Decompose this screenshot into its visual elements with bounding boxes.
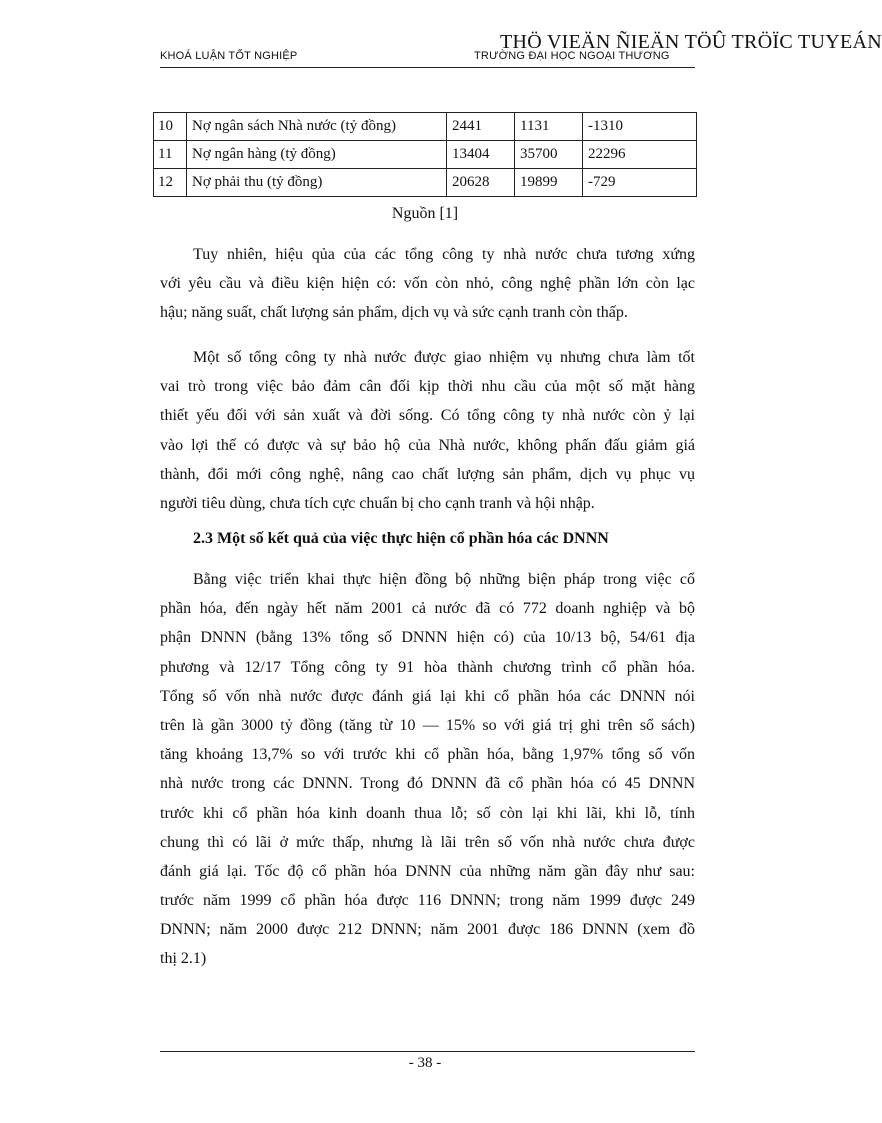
page-number: - 38 - xyxy=(408,1055,442,1071)
text-line: nhà nước trong các DNNN. Trong đó DNNN đã cổ phần hóa có 45 DNNN xyxy=(160,775,695,793)
table-cell: Nợ phải thu (tỷ đồng) xyxy=(187,169,447,197)
text-line: Tổng số vốn nhà nước được đánh giá lại khi cổ phần hóa các DNNN nói xyxy=(160,687,695,705)
paragraph-3 xyxy=(160,565,695,974)
table-cell: Nợ ngân sách Nhà nước (tỷ đồng) xyxy=(187,113,447,141)
watermark-text: THÖ VIEÄN ÑIEÄN TÖÛ TRÖÏC TUYEÁN xyxy=(500,31,882,53)
table-cell: 20628 xyxy=(447,169,515,197)
header-right-title: TRƯỜNG ĐẠI HỌC NGOẠI THƯƠNG xyxy=(474,50,670,62)
paragraph-2 xyxy=(160,343,695,518)
text-line: chung thì có lãi ở mức thấp, nhưng là lãi trên số vốn nhà nước chưa được xyxy=(160,833,695,851)
text-line: thành, đổi mới công nghệ, nâng cao chất lượng sản phẩm, dịch vụ phục vụ xyxy=(160,465,695,483)
text-line: thị 2.1) xyxy=(160,950,207,968)
section-heading: 2.3 Một số kết quả của việc thực hiện cổ phần hóa các DNNN xyxy=(193,530,609,547)
text-line: với yêu cầu và điều kiện hiện có: vốn còn nhỏ, công nghệ phần lớn còn lạc xyxy=(160,275,695,293)
table-cell: -1310 xyxy=(583,113,697,141)
debt-table xyxy=(153,112,697,197)
table-row xyxy=(154,141,697,169)
text-line: người tiêu dùng, chưa tích cực chuẩn bị cho cạnh tranh và hội nhập. xyxy=(160,494,595,512)
text-line: Một số tổng công ty nhà nước được giao nhiệm vụ nhưng chưa làm tốt xyxy=(193,349,695,366)
table-cell: -729 xyxy=(583,169,697,197)
header-left-title: KHOÁ LUẬN TỐT NGHIỆP xyxy=(160,50,298,62)
table-cell: 1131 xyxy=(515,113,583,141)
text-line: DNNN; năm 2000 được 212 DNNN; năm 2001 được 186 DNNN (xem đồ xyxy=(160,921,695,939)
table-cell: 19899 xyxy=(515,169,583,197)
footer-divider xyxy=(160,1051,695,1052)
table-cell: 2441 xyxy=(447,113,515,141)
header-divider xyxy=(160,67,695,68)
text-line: Bằng việc triển khai thực hiện đồng bộ những biện pháp trong việc cổ xyxy=(193,571,695,588)
table-cell: 11 xyxy=(154,141,187,169)
text-line: phần hóa, đến ngày hết năm 2001 cả nước đã có 772 doanh nghiệp và bộ xyxy=(160,600,695,618)
text-line: phương và 12/17 Tổng công ty 91 hòa thành chương trình cổ phần hóa. xyxy=(160,658,695,676)
text-line: trước khi cổ phần hóa kinh doanh thua lỗ; số còn lại khi lãi, khi lỗ, tính xyxy=(160,804,695,822)
table-source: Nguồn [1] xyxy=(391,205,459,222)
table-cell: 22296 xyxy=(583,141,697,169)
text-line: tăng khoảng 13,7% so với trước khi cổ phần hóa, bằng 1,97% tổng số vốn xyxy=(160,746,695,764)
table-cell: 12 xyxy=(154,169,187,197)
table-row xyxy=(154,113,697,141)
text-line: trên là gần 3000 tỷ đồng (tăng từ 10 — 15% so với giá trị ghi trên sổ sách) xyxy=(160,716,695,734)
text-line: vào lợi thế có được và sự bảo hộ của Nhà nước, không phấn đấu giảm giá xyxy=(160,436,695,454)
table-cell: 10 xyxy=(154,113,187,141)
text-line: phận DNNN (bằng 13% tổng số DNNN hiện có) của 10/13 bộ, 54/61 địa xyxy=(160,629,695,647)
text-line: Tuy nhiên, hiệu qủa của các tổng công ty nhà nước chưa tương xứng xyxy=(193,246,695,263)
text-line: thiết yếu đối với sản xuất và đời sống. Có tổng công ty nhà nước còn ỷ lại xyxy=(160,407,695,425)
text-line: hậu; năng suất, chất lượng sản phẩm, dịch vụ và sức cạnh tranh còn thấp. xyxy=(160,304,628,322)
table-cell: Nợ ngân hàng (tỷ đồng) xyxy=(187,141,447,169)
table-cell: 13404 xyxy=(447,141,515,169)
table-cell: 35700 xyxy=(515,141,583,169)
text-line: đánh giá lại. Tốc độ cổ phần hóa DNNN của những năm gần đây như sau: xyxy=(160,862,695,880)
table-row xyxy=(154,169,697,197)
text-line: trước năm 1999 cổ phần hóa được 116 DNNN; trong năm 1999 được 249 xyxy=(160,892,695,910)
text-line: vai trò trong việc bảo đảm cân đối kịp thời nhu cầu của một số mặt hàng xyxy=(160,378,695,396)
paragraph-1 xyxy=(160,240,695,328)
